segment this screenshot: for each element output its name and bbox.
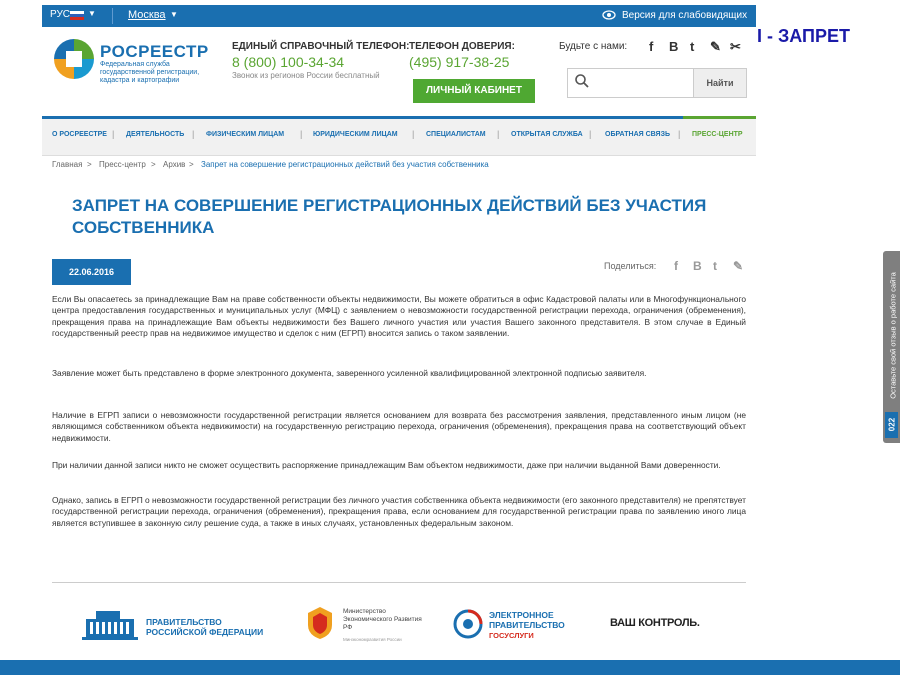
rosreestr-logo-icon[interactable] — [52, 37, 96, 81]
article-paragraph: Однако, запись в ЕГРП о невозможности государственной регистрации без личного участия собственника объекта недвижимости (его законного представителя) не препятствует государственной регистрации перехода, ограничения (обременения), прекращения права, если основанием для государственной регистрации права по заявлению иного лица является вступившее в законную силу решение суда, а также в иных случаях, установленных федеральным законом. — [52, 495, 746, 528]
feedback-text: Оставьте свой отзыв о работе сайта — [888, 272, 898, 399]
nav-separator: | — [412, 129, 415, 139]
share-label: Поделиться: — [604, 261, 657, 271]
language-selector[interactable]: РУС — [50, 9, 71, 20]
facebook-icon[interactable]: f — [649, 39, 654, 54]
nav-separator: | — [192, 129, 195, 139]
chevron-down-icon[interactable]: ▼ — [170, 10, 178, 19]
city-selector[interactable]: Москва — [128, 9, 166, 21]
brand-name: РОСРЕЕСТР — [100, 42, 209, 61]
share-twitter-icon[interactable]: t — [713, 259, 717, 273]
article-paragraph: При наличии данной записи никто не сможет осуществить распоряжение принадлежащим Вам объектом недвижимости, даже при наличии выданной Вами доверенности. — [52, 460, 721, 470]
article-paragraph: Если Вы опасаетесь за принадлежащие Вам на праве собственности объекты недвижимости, Вы можете обратиться в офис Кадастровой палаты или в Многофункционального центра предоставления государственных и муниципальных услуг (МФЦ) с заявлением о невозможности государственной регистрации перехода, ограничения (обременения), прекращения права на принадлежащие Вам объекты недвижимости без Вашего личного участия или участия Вашего законного представителя. В этом случае в Единый государственный реестр прав на недвижимое имущество и сделок с ним (ЕГРП) вносится запись о таком заявлении. — [52, 294, 746, 338]
nav-item-individuals[interactable]: ФИЗИЧЕСКИМ ЛИЦАМ — [206, 131, 285, 138]
nav-item-legal-entities[interactable]: ЮРИДИЧЕСКИМ ЛИЦАМ — [313, 131, 398, 138]
top-bar — [42, 5, 756, 27]
divider — [112, 8, 113, 24]
nav-item-open-service[interactable]: ОТКРЫТАЯ СЛУЖБА — [511, 131, 583, 138]
active-indicator — [683, 116, 756, 119]
nav-item-specialists[interactable]: СПЕЦИАЛИСТАМ — [426, 131, 486, 138]
nav-separator: | — [678, 129, 681, 139]
brand-subtitle: Федеральная служба государственной регистрации, кадастра и картографии — [100, 61, 200, 84]
russian-flag-icon — [70, 11, 84, 20]
vk-icon[interactable]: B — [669, 39, 679, 54]
feedback-badge: 022 — [885, 412, 898, 438]
ministry-subtitle: Минэкономразвития России — [343, 637, 402, 642]
article-paragraph: Наличие в ЕГРП записи о невозможности государственной регистрации является основанием для возврата без рассмотрения заявления, представленного иным лицом (не являющимся собственником объекта недвижимости) на государственную регистрацию перехода, ограничения (обременения), прекращения права на соответствующий объект недвижимости. — [52, 410, 746, 443]
trust-line-phone[interactable]: (495) 917-38-25 — [409, 54, 510, 70]
slide-label: I - ЗАПРЕТ — [757, 26, 850, 46]
personal-cabinet-button[interactable]: ЛИЧНЫЙ КАБИНЕТ — [413, 79, 535, 103]
bottom-bar — [0, 660, 900, 675]
share-facebook-icon[interactable]: f — [674, 259, 678, 273]
hotline-note: Звонок из регионов России бесплатный — [232, 71, 380, 80]
breadcrumb-separator: > — [189, 160, 194, 169]
gosuslugi-icon[interactable] — [453, 609, 483, 639]
breadcrumb-archive[interactable]: Архив — [163, 160, 186, 169]
main-nav — [42, 116, 756, 156]
livejournal-icon[interactable]: ✎ — [710, 39, 721, 54]
share-vk-icon[interactable]: B — [693, 259, 702, 273]
social-label: Будьте с нами: — [559, 41, 628, 52]
page — [42, 5, 756, 675]
nav-separator: | — [497, 129, 500, 139]
search-icon — [574, 73, 590, 89]
breadcrumb-current: Запрет на совершение регистрационных действий без участия собственника — [201, 160, 489, 169]
breadcrumb-press-center[interactable]: Пресс-центр — [99, 160, 146, 169]
government-building-icon[interactable] — [82, 609, 138, 641]
twitter-icon[interactable]: t — [690, 39, 695, 54]
article-date: 22.06.2016 — [52, 259, 131, 285]
article-paragraph: Заявление может быть представлено в форме электронного документа, заверенного усиленной квалифицированной электронной подписью заявителя. — [52, 368, 647, 378]
trust-line-title: ТЕЛЕФОН ДОВЕРИЯ: — [409, 41, 515, 52]
feedback-tab[interactable] — [883, 251, 900, 443]
breadcrumb-home[interactable]: Главная — [52, 160, 83, 169]
gosuslugi-link[interactable]: ЭЛЕКТРОННОЕ ПРАВИТЕЛЬСТВО — [489, 610, 565, 630]
nav-separator: | — [300, 129, 303, 139]
low-vision-link[interactable]: Версия для слабовидящих — [622, 10, 748, 21]
divider — [52, 582, 746, 583]
hotline-phone[interactable]: 8 (800) 100-34-34 — [232, 54, 345, 70]
share-icon[interactable]: ✂ — [730, 39, 741, 54]
coat-of-arms-icon[interactable] — [305, 605, 335, 641]
government-link[interactable]: ПРАВИТЕЛЬСТВО РОССИЙСКОЙ ФЕДЕРАЦИИ — [146, 617, 264, 637]
hotline-title: ЕДИНЫЙ СПРАВОЧНЫЙ ТЕЛЕФОН: — [232, 41, 410, 52]
nav-item-press-center[interactable]: ПРЕСС-ЦЕНТР — [692, 131, 743, 138]
share-livejournal-icon[interactable]: ✎ — [733, 259, 744, 273]
breadcrumb-separator: > — [87, 160, 92, 169]
nav-item-about[interactable]: О РОСРЕЕСТРЕ — [52, 131, 107, 138]
nav-item-feedback[interactable]: ОБРАТНАЯ СВЯЗЬ — [605, 131, 670, 138]
eye-icon[interactable] — [602, 8, 616, 22]
ministry-link[interactable]: Министерство Экономического Развития РФ — [343, 608, 422, 631]
gosuslugi-subtitle: ГОСУСЛУГИ — [489, 631, 534, 640]
nav-separator: | — [589, 129, 592, 139]
search-button[interactable]: Найти — [693, 68, 747, 98]
nav-separator: | — [112, 129, 115, 139]
your-control-link[interactable]: ВАШ КОНТРОЛЬ. — [610, 617, 700, 629]
article-title: ЗАПРЕТ НА СОВЕРШЕНИЕ РЕГИСТРАЦИОННЫХ ДЕЙСТВИЙ БЕЗ УЧАСТИЯ СОБСТВЕННИКА — [72, 196, 707, 237]
breadcrumb-separator: > — [151, 160, 156, 169]
nav-item-activity[interactable]: ДЕЯТЕЛЬНОСТЬ — [126, 131, 185, 138]
chevron-down-icon[interactable]: ▼ — [88, 9, 96, 18]
